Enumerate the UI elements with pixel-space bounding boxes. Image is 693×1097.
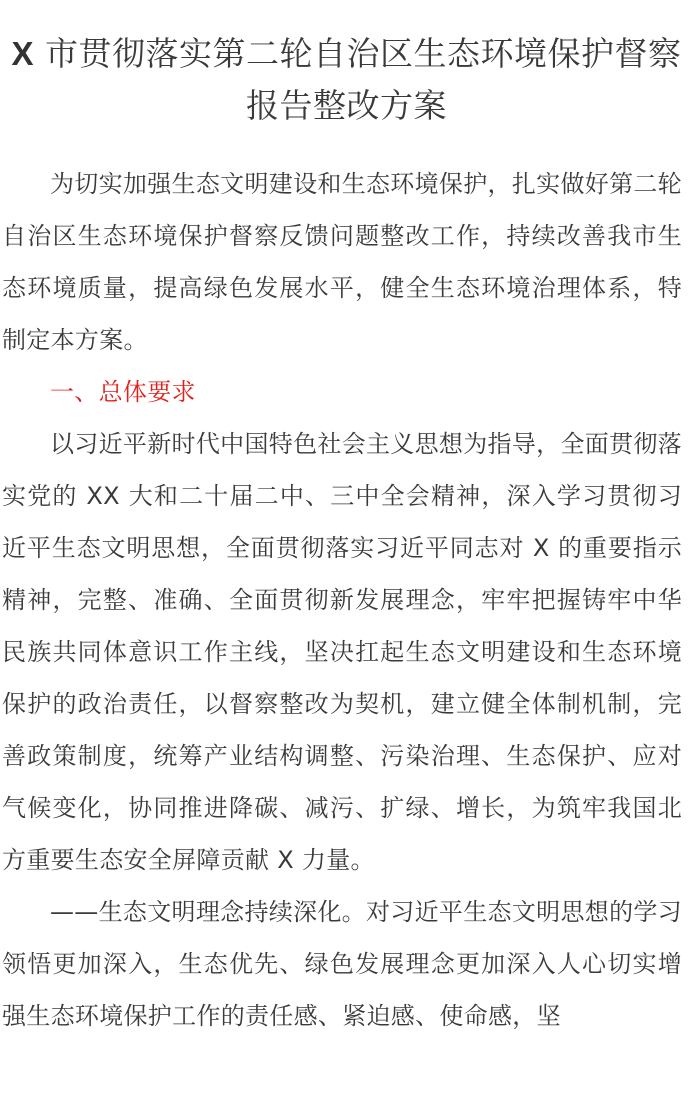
- goal-paragraph: ——生态文明理念持续深化。对习近平生态文明思想的学习领悟更加深入，生态优先、绿色发展理念更加深入人心切实增强生态环境保护工作的责任感、紧迫感、使命感，坚: [2, 898, 682, 1030]
- document-title: [0, 28, 693, 132]
- intro-paragraph: 为切实加强生态文明建设和生态环境保护，扎实做好第二轮自治区生态环境保护督察反馈问题整改工作，持续改善我市生态环境质量，提高绿色发展水平，健全生态环境治理体系，特制定本方案。: [2, 170, 682, 354]
- section-heading-general-requirements: 一、总体要求: [50, 378, 196, 406]
- document-body: [2, 158, 682, 1042]
- title-text: 市贯彻落实第二轮自治区生态环境保护督察报告整改方案: [34, 34, 682, 125]
- general-requirements-paragraph: 以习近平新时代中国特色社会主义思想为指导，全面贯彻落实党的 XX 大和二十届二中、三中全会精神，深入学习贯彻习近平生态文明思想，全面贯彻落实习近平同志对 X 的重要指示精神，完整、准确、全面贯彻新发展理念，牢牢把握铸牢中华民族共同体意识工作主线，坚决扛起生态文明建设和生态环境保护的政治责任，以督察整改为契机，建立健全体制机制，完善政策制度，统筹产业结构调整、污染治理、生态保护、应对气候变化，协同推进降碳、减污、扩绿、增长，为筑牢我国北方重要生态安全屏障贡献 X 力量。: [2, 430, 682, 874]
- title-prefix: X: [11, 35, 34, 72]
